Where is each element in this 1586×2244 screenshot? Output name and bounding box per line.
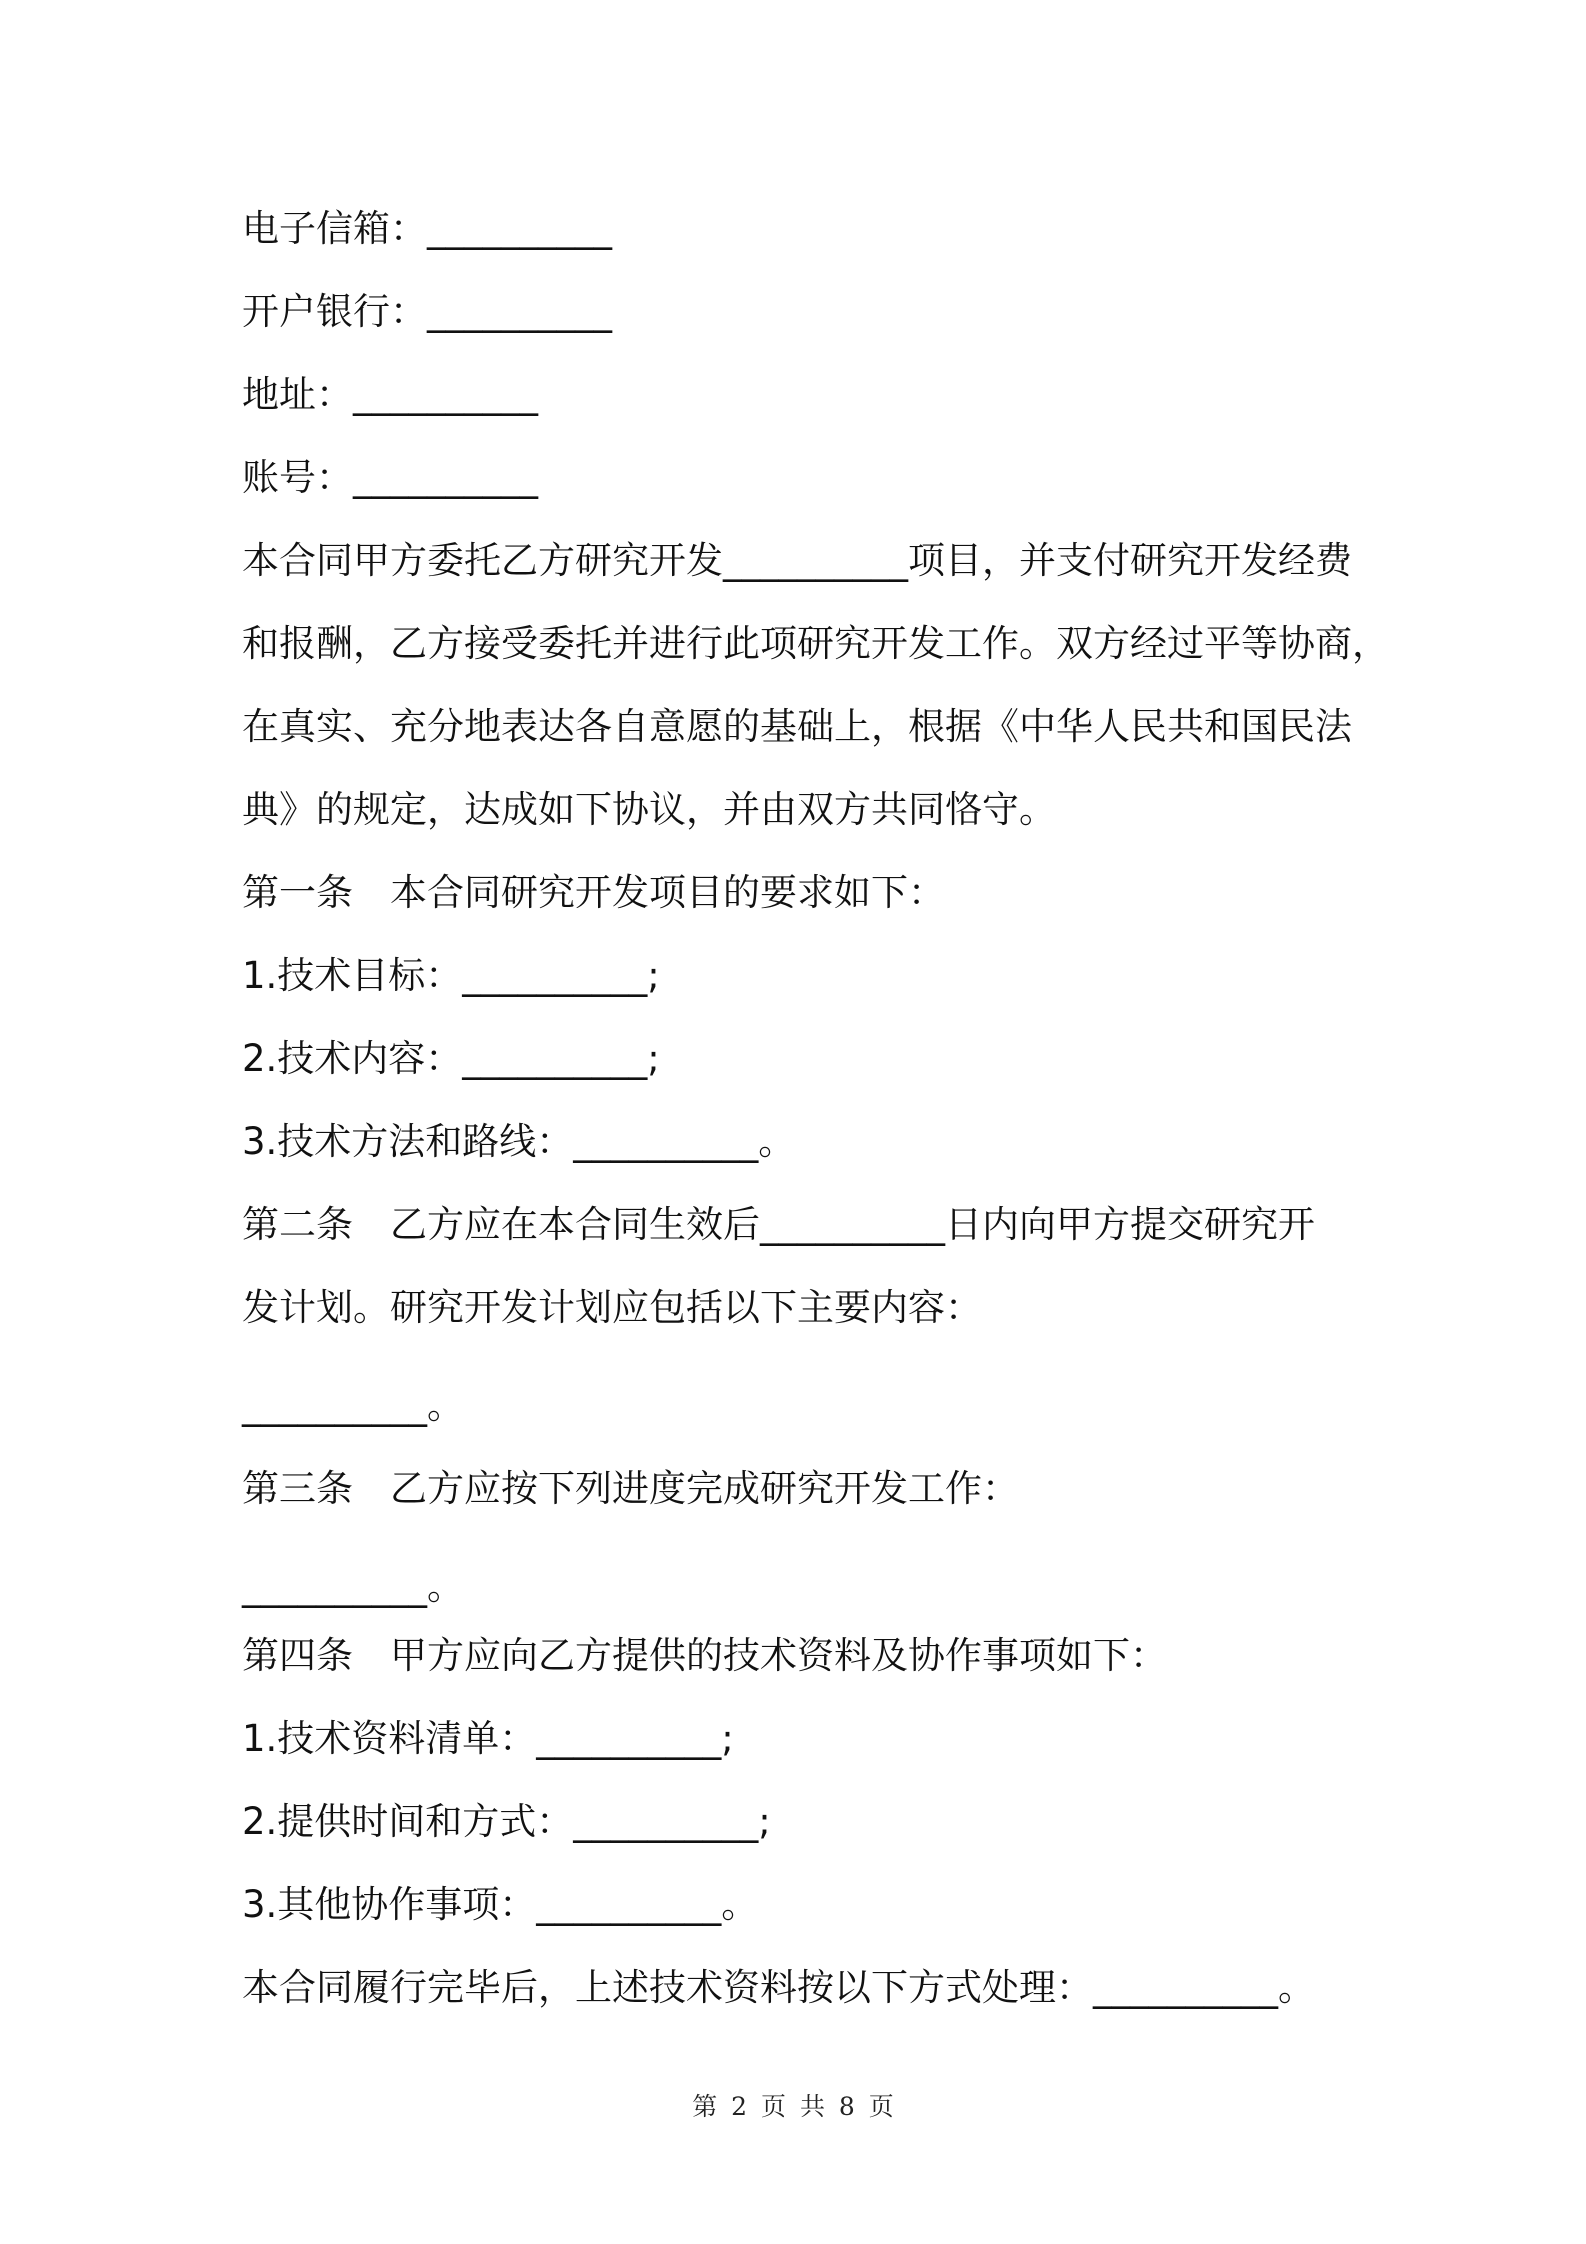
article-4-item-2: 2.提供时间和方式：__________; [242, 1800, 771, 1843]
article-3-heading: 第三条 乙方应按下列进度完成研究开发工作： [242, 1467, 1019, 1510]
article-4-item-1: 1.技术资料清单：__________; [242, 1717, 734, 1760]
article-2-line-1: 第二条 乙方应在本合同生效后__________日内向甲方提交研究开 [242, 1203, 1315, 1246]
intro-paragraph-line-4: 典》的规定，达成如下协议，并由双方共同恪守。 [242, 788, 1056, 831]
intro-paragraph-line-1: 本合同甲方委托乙方研究开发__________项目，并支付研究开发经费 [242, 539, 1352, 582]
article-1-item-1: 1.技术目标：__________; [242, 954, 660, 997]
article-1-item-2: 2.技术内容：__________; [242, 1037, 660, 1080]
account-field-line: 账号：__________ [242, 456, 538, 499]
article-1-heading: 第一条 本合同研究开发项目的要求如下： [242, 871, 945, 914]
address-field-line: 地址：__________ [242, 373, 538, 416]
article-2-line-2: 发计划。研究开发计划应包括以下主要内容： [242, 1286, 982, 1329]
intro-paragraph-line-3: 在真实、充分地表达各自意愿的基础上，根据《中华人民共和国民法 [242, 705, 1352, 748]
article-4-item-3: 3.其他协作事项：__________。 [242, 1883, 759, 1926]
article-4-heading: 第四条 甲方应向乙方提供的技术资料及协作事项如下： [242, 1634, 1167, 1677]
article-3-blank: __________。 [242, 1565, 464, 1608]
intro-paragraph-line-2: 和报酬，乙方接受委托并进行此项研究开发工作。双方经过平等协商， [242, 622, 1389, 665]
article-2-blank: __________。 [242, 1384, 464, 1427]
materials-disposal-line: 本合同履行完毕后，上述技术资料按以下方式处理：__________。 [242, 1966, 1315, 2009]
article-1-item-3: 3.技术方法和路线：__________。 [242, 1120, 796, 1163]
email-field-line: 电子信箱：__________ [242, 207, 612, 250]
page-number-footer: 第 2 页 共 8 页 [692, 2092, 894, 2121]
bank-field-line: 开户银行：__________ [242, 290, 612, 333]
